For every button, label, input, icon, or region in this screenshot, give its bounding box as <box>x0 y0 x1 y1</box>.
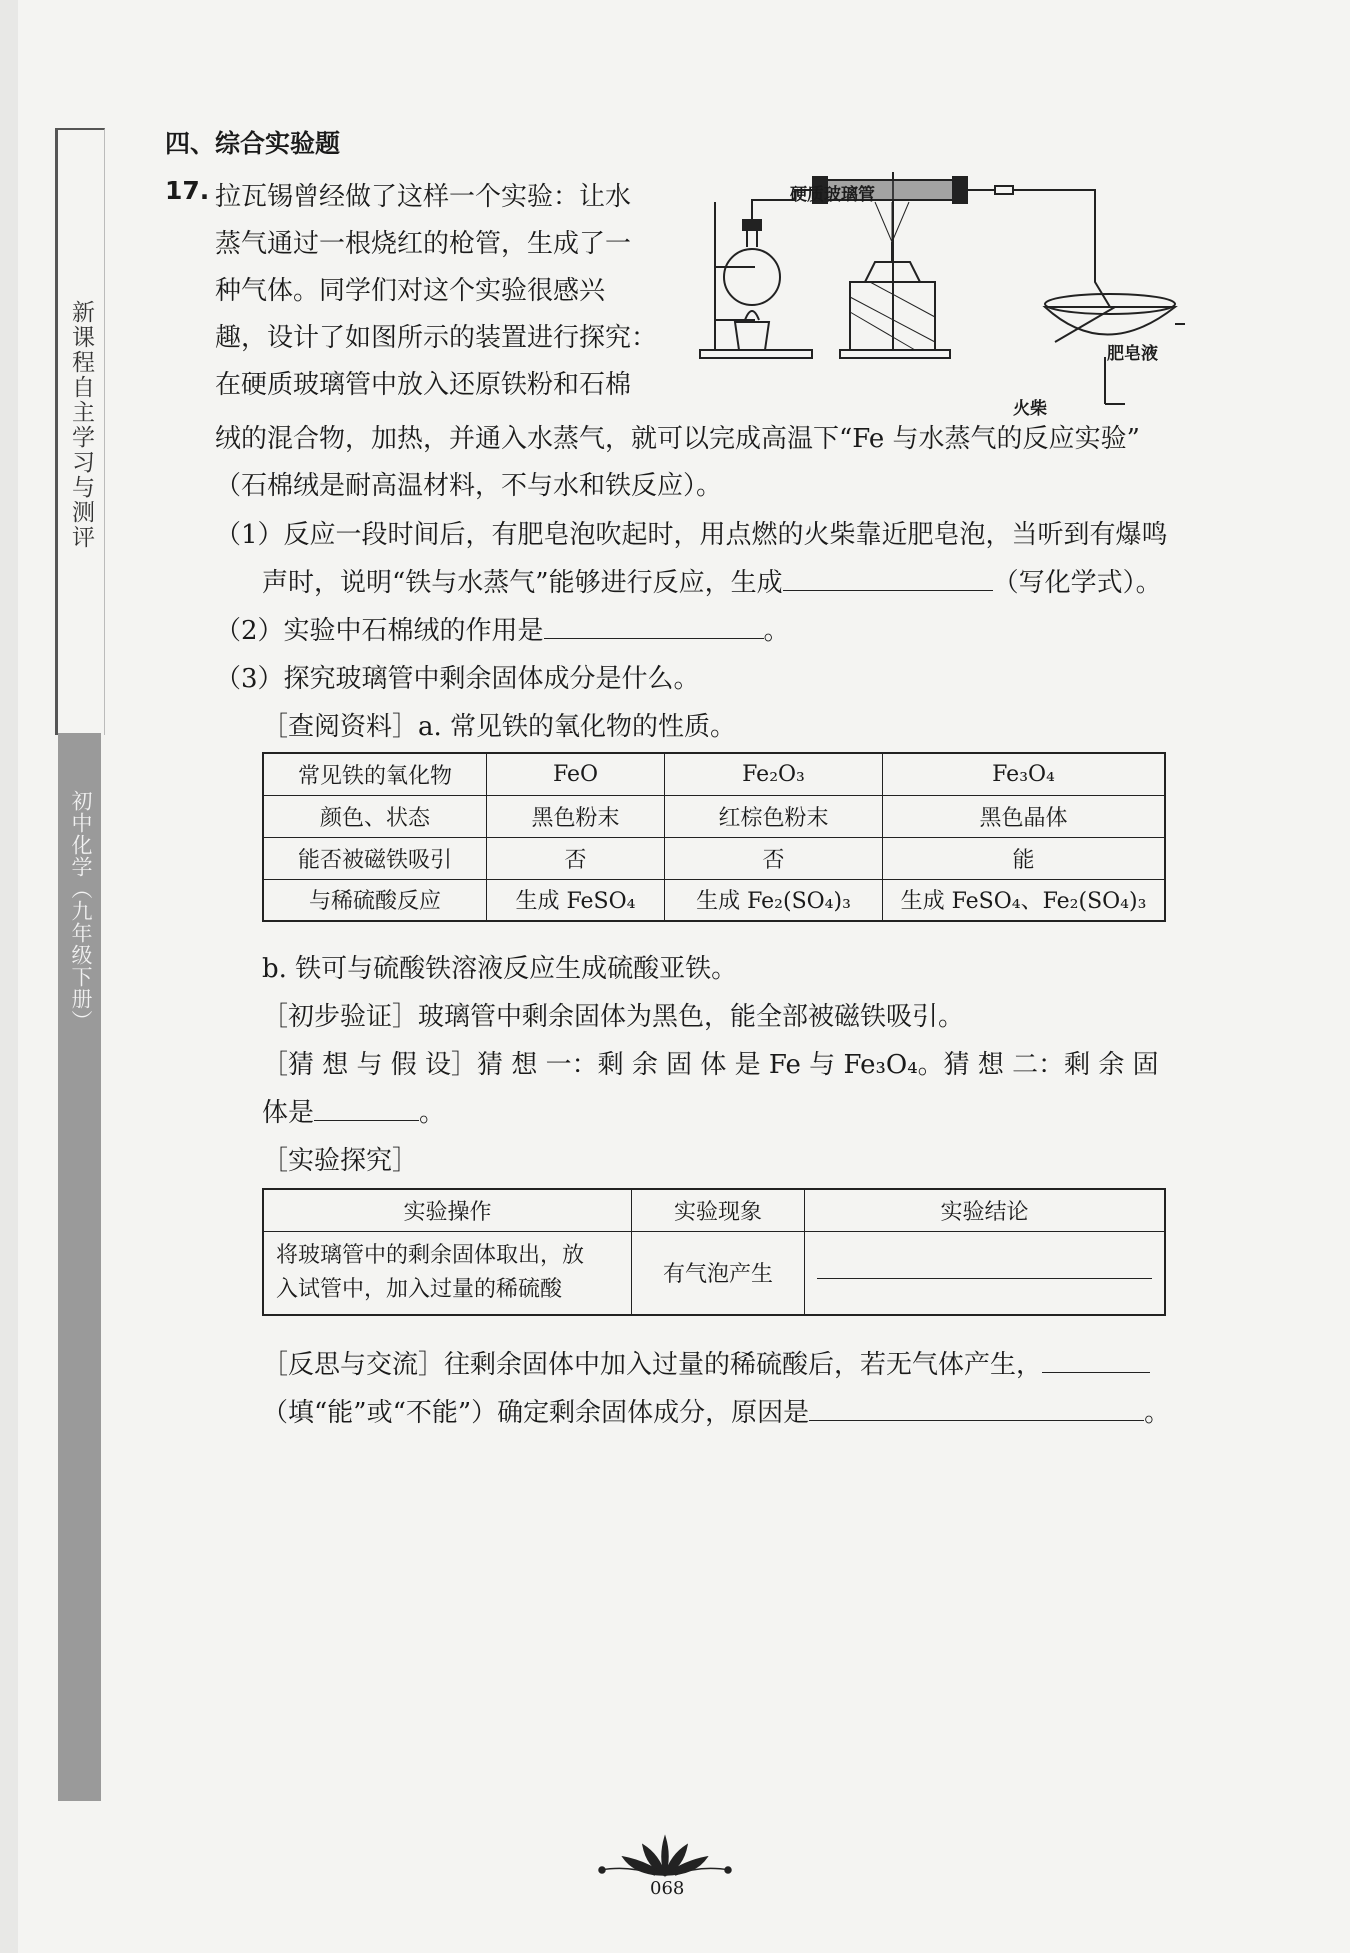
table-cell: 黑色晶体 <box>883 795 1166 837</box>
table-cell: 能 <box>883 837 1166 879</box>
answer-blank-asbestos[interactable] <box>544 612 764 639</box>
answer-blank-reason[interactable] <box>809 1394 1144 1421</box>
apparatus-figure <box>695 172 1185 422</box>
table-header: 实验现象 <box>632 1189 805 1231</box>
table-cell: 红棕色粉末 <box>665 795 883 837</box>
part2-suffix: 。 <box>763 616 790 646</box>
table-cell: 黑色粉末 <box>487 795 665 837</box>
table-cell: Fe₂O₃ <box>665 753 883 795</box>
reference-a: ［查阅资料］a. 常见铁的氧化物的性质。 <box>262 712 737 742</box>
page-edge <box>0 0 18 1953</box>
experiment-table <box>262 1188 1166 1316</box>
table-cell: 与稀硫酸反应 <box>263 879 487 921</box>
table-cell: 否 <box>665 837 883 879</box>
stand-base-right <box>840 350 950 358</box>
operation-line: 入试管中，加入过量的稀硫酸 <box>276 1276 563 1302</box>
intro-line: 种气体。同学们对这个实验很感兴 <box>215 276 606 306</box>
answer-blank-can[interactable] <box>1042 1346 1150 1373</box>
intro-line: 趣，设计了如图所示的装置进行探究： <box>215 323 658 353</box>
phenomenon-cell: 有气泡产生 <box>632 1231 805 1315</box>
part3-line: （3）探究玻璃管中剩余固体成分是什么。 <box>215 664 700 694</box>
table-cell: 生成 FeSO₄、Fe₂(SO₄)₃ <box>883 879 1166 921</box>
hypothesis-text: 体是 <box>262 1098 315 1128</box>
stand-base-left <box>700 350 812 358</box>
intro-line: 在硬质玻璃管中放入还原铁粉和石棉 <box>215 370 632 400</box>
experiment-heading: ［实验探究］ <box>262 1146 419 1176</box>
table-header: 实验操作 <box>263 1189 632 1231</box>
reference-b: b. 铁可与硫酸铁溶液反应生成硫酸亚铁。 <box>262 954 738 984</box>
reflection-text: ［反思与交流］往剩余固体中加入过量的稀硫酸后，若无气体产生， <box>262 1350 1043 1380</box>
conclusion-cell <box>805 1231 1166 1315</box>
soap-label: 肥皂液 <box>1107 344 1158 364</box>
intro-line: 蒸气通过一根烧红的枪管，生成了一 <box>215 229 632 259</box>
table-cell: Fe₃O₄ <box>883 753 1166 795</box>
part2-text: （2）实验中石棉绒的作用是 <box>215 616 544 646</box>
reflection-line1 <box>262 1344 1150 1381</box>
match-label: 火柴 <box>1013 399 1047 419</box>
part2-line <box>215 610 790 647</box>
reflection-suffix: 。 <box>1144 1398 1171 1428</box>
table-header: 实验结论 <box>805 1189 1166 1231</box>
table-row <box>263 837 1165 879</box>
subject-label: 初中化学（九年级下册） <box>69 790 93 1032</box>
section-title: 四、综合实验题 <box>165 129 341 158</box>
operation-line: 将玻璃管中的剩余固体取出，放 <box>276 1242 585 1268</box>
table-cell: FeO <box>487 753 665 795</box>
table-row <box>263 795 1165 837</box>
table-cell: 生成 FeSO₄ <box>487 879 665 921</box>
intro-line: （石棉绒是耐高温材料，不与水和铁反应）。 <box>215 471 723 501</box>
answer-blank-hypothesis[interactable] <box>314 1094 419 1121</box>
table-row <box>263 1189 1165 1231</box>
answer-blank-conclusion[interactable] <box>817 1260 1152 1279</box>
table-cell: 能否被磁铁吸引 <box>263 837 487 879</box>
hypothesis-line1: ［猜 想 与 假 设］猜 想 一：剩 余 固 体 是 Fe 与 Fe₃O₄。猜 想 二：剩 余 固 <box>262 1050 1159 1080</box>
hypothesis-line2 <box>262 1092 445 1129</box>
hypothesis-suffix: 。 <box>419 1098 446 1128</box>
table-row <box>263 1231 1165 1315</box>
reflection-text: （填“能”或“不能”）确定剩余固体成分，原因是 <box>262 1398 810 1428</box>
part1-line2 <box>262 562 1162 599</box>
operation-cell <box>263 1231 632 1315</box>
table-row <box>263 753 1165 795</box>
table-row <box>263 879 1165 921</box>
page-number: 068 <box>650 1878 685 1899</box>
book-title: 新课程自主学习与测评 <box>68 300 94 550</box>
table-cell: 颜色、状态 <box>263 795 487 837</box>
preliminary-verification: ［初步验证］玻璃管中剩余固体为黑色，能全部被磁铁吸引。 <box>262 1002 965 1032</box>
oxide-properties-table <box>262 752 1166 922</box>
round-bottom-flask <box>724 249 780 305</box>
part1-line1: （1）反应一段时间后，有肥皂泡吹起时，用点燃的火柴靠近肥皂泡，当听到有爆鸣 <box>215 520 1168 550</box>
intro-line: 拉瓦锡曾经做了这样一个实验：让水 <box>215 182 632 212</box>
part1-text: 声时，说明“铁与水蒸气”能够进行反应，生成 <box>262 568 783 598</box>
tube-label: 硬质玻璃管 <box>790 185 875 205</box>
intro-line: 绒的混合物，加热，并通入水蒸气，就可以完成高温下“Fe 与水蒸气的反应实验” <box>215 424 1140 454</box>
reflection-line2 <box>262 1392 1170 1429</box>
part1-suffix: （写化学式）。 <box>992 568 1162 598</box>
table-cell: 常见铁的氧化物 <box>263 753 487 795</box>
answer-blank-formula[interactable] <box>783 564 993 591</box>
table-cell: 否 <box>487 837 665 879</box>
question-number: 17. <box>165 176 210 205</box>
footer-ornament <box>590 1830 740 1880</box>
table-cell: 生成 Fe₂(SO₄)₃ <box>665 879 883 921</box>
